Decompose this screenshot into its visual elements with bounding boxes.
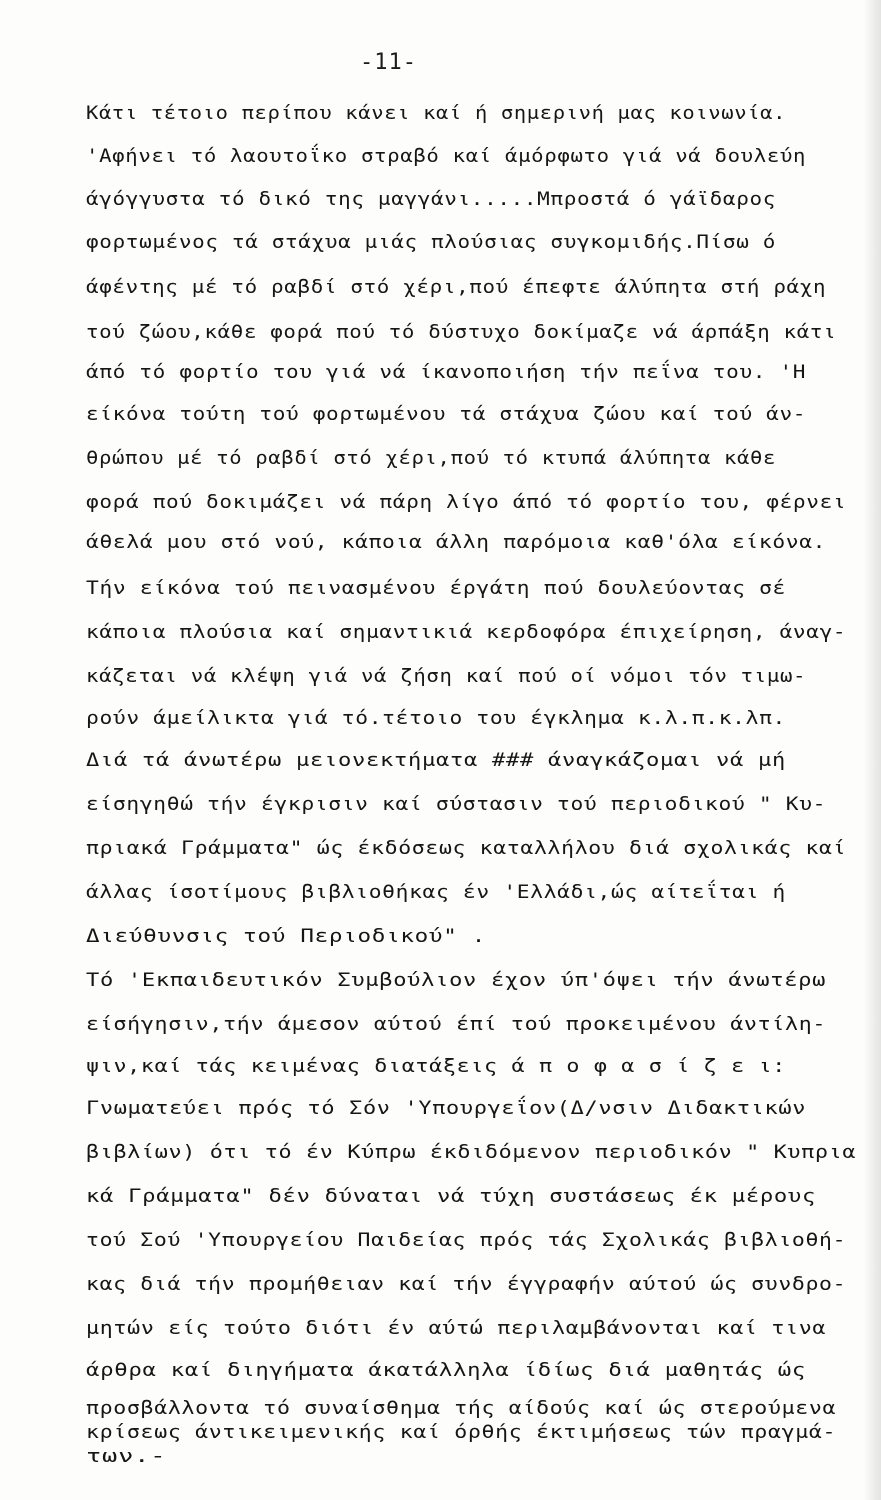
text-line: 'Αφήνει τό λαουτοΐκο στραβό καί άμόρφωτο γιά νά δουλεύη <box>86 145 807 167</box>
text-line: ψιν,καί τάς κειμένας διατάξεις ά π ο φ α σ ί ζ ε ι: <box>86 1055 787 1077</box>
text-line: Τό 'Εκπαιδευτικόν Συμβούλιον έχον ύπ'όψει τήν άνωτέρω <box>86 969 827 991</box>
text-line: πριακά Γράμματα" ώς έκδόσεως καταλλήλου διά σχολικάς καί <box>86 837 847 859</box>
text-line: ρούν άμείλικτα γιά τό.τέτοιο του έγκλημα κ.λ.π.κ.λπ. <box>86 707 787 729</box>
text-line: Κάτι τέτοιο περίπου κάνει καί ή σημερινή μας κοινωνία. <box>86 102 787 124</box>
text-line: άπό τό φορτίο του γιά νά ίκανοποιήση τήν πεΐνα του. 'Η <box>86 361 807 383</box>
text-line: φορτωμένος τά στάχυα μιάς πλούσιας συγκομιδής.Πίσω ό <box>86 231 777 253</box>
text-line: κά Γράμματα" δέν δύναται νά τύχη συστάσεως έκ μέρους <box>86 1185 817 1207</box>
text-line: είσήγησιν,τήν άμεσον αύτού έπί τού προκειμένου άντίλη- <box>86 1013 827 1035</box>
text-line: άγόγγυστα τό δικό της μαγγάνι.....Μπροστά ό γάϊδαρος <box>86 188 777 210</box>
text-line: άθελά μου στό νού, κάποια άλλη παρόμοια καθ'όλα είκόνα. <box>86 531 827 553</box>
text-line: άφέντης μέ τό ραβδί στό χέρι,πού έπεφτε άλύπητα στή ράχη <box>86 276 827 298</box>
text-line: προσβάλλοντα τό συναίσθημα τής αίδούς καί ώς στερούμενα <box>86 1397 837 1419</box>
text-line: άρθρα καί διηγήματα άκατάλληλα ίδίως διά μαθητάς ώς <box>86 1359 806 1381</box>
text-line: κάποια πλούσια καί σημαντικιά κερδοφόρα έπιχείρηση, άναγ- <box>86 621 847 643</box>
text-line: κρίσεως άντικειμενικής καί όρθής έκτιμήσεως τών πραγμά- <box>86 1421 837 1443</box>
text-line: κας διά τήν προμήθειαν καί τήν έγγραφήν αύτού ώς συνδρο- <box>86 1273 847 1295</box>
text-line: κάζεται νά κλέψη γιά νά ζήση καί πού οί νόμοι τόν τιμω- <box>86 665 807 687</box>
text-line: Τήν είκόνα τού πεινασμένου έργάτη πού δουλεύοντας σέ <box>86 577 787 599</box>
text-line: είσηγηθώ τήν έγκρισιν καί σύστασιν τού περιοδικού " Κυ- <box>86 793 827 815</box>
text-line: φορά πού δοκιμάζει νά πάρη λίγο άπό τό φορτίο του, φέρνει <box>86 491 847 513</box>
text-line: Γνωματεύει πρός τό Σόν 'Υπουργεΐον(Δ/νσιν Διδακτικών <box>86 1097 807 1119</box>
text-line: τού Σού 'Υπουργείου Παιδείας πρός τάς Σχολικάς βιβλιοθή- <box>86 1229 847 1251</box>
text-line: είκόνα τούτη τού φορτωμένου τά στάχυα ζώου καί τού άν- <box>86 403 807 425</box>
text-line: Διά τά άνωτέρω μειονεκτήματα ### άναγκάζομαι νά μή <box>86 749 786 771</box>
text-line: μητών είς τούτο διότι έν αύτώ περιλαμβάνονται καί τινα <box>86 1317 827 1339</box>
text-line: Διεύθυνσις τού Περιοδικού" . <box>86 925 487 947</box>
text-line: τού ζώου,κάθε φορά πού τό δύστυχο δοκίμαζε νά άρπάξη κάτι <box>86 321 837 343</box>
text-line: άλλας ίσοτίμους βιβλιοθήκας έν 'Ελλάδι,ώς αίτεΐται ή <box>86 881 787 903</box>
text-line: των.- <box>86 1445 167 1467</box>
page-number: -11- <box>360 50 417 75</box>
text-line: θρώπου μέ τό ραβδί στό χέρι,πού τό κτυπά άλύπητα κάθε <box>86 447 777 469</box>
text-line: βιβλίων) ότι τό έν Κύπρω έκδιδόμενον περιοδικόν " Κυπρια <box>86 1141 857 1163</box>
